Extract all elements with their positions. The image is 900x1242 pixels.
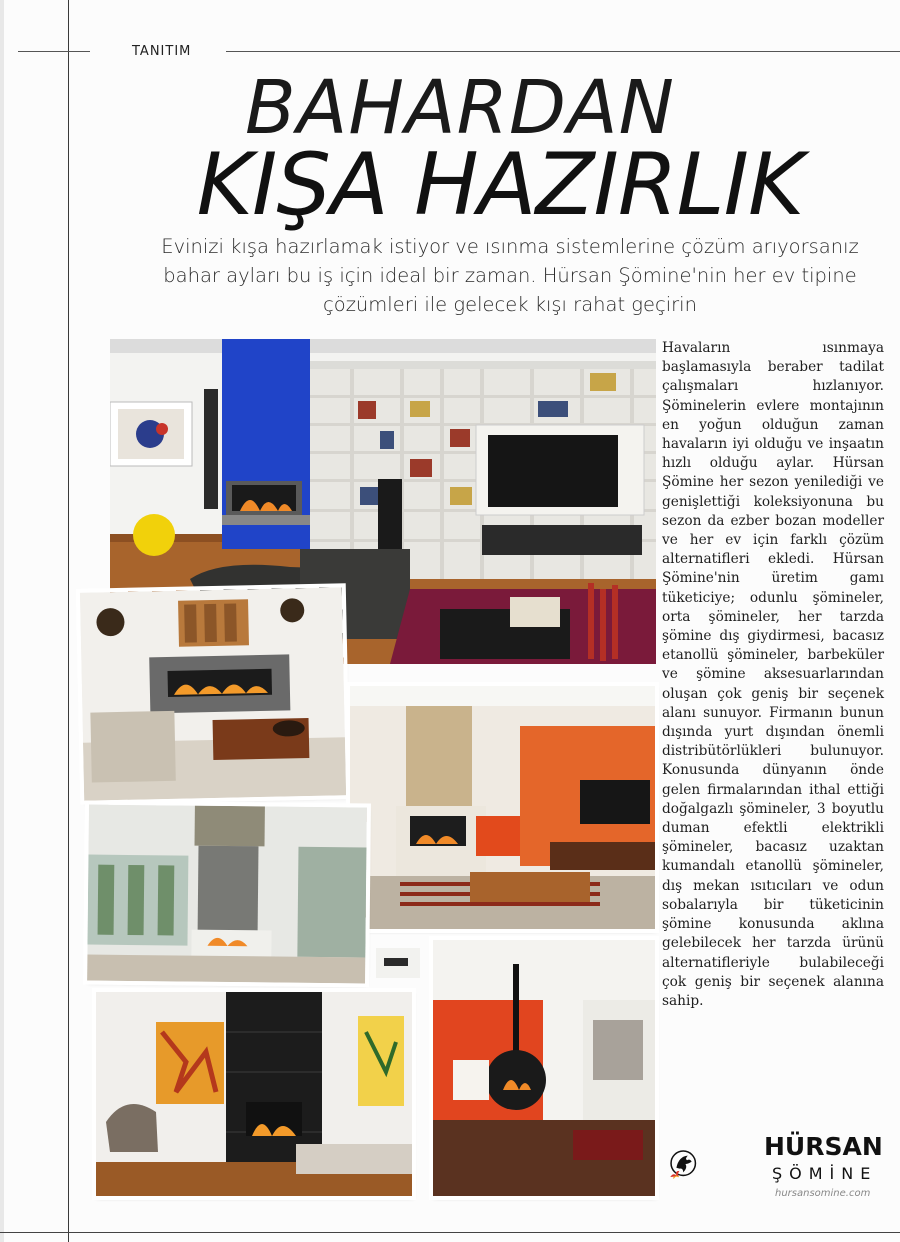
- intro-paragraph: Evinizi kışa hazırlamak istiyor ve ısınma sistemlerine çözüm arıyorsanız bahar ayları bu iş için ideal bir zaman. Hürsan Şömine'nin her ev tipine çözümleri ile gelecek kışı rahat geçirin: [161, 235, 859, 316]
- section-label: TANITIM: [132, 44, 192, 59]
- photo-corner-detail: [376, 948, 420, 978]
- brand-url: hursansomine.com: [775, 1188, 871, 1199]
- photo-glass-central-fireplace: [87, 805, 367, 984]
- headline-line-2: KIŞA HAZIRLIK: [196, 135, 804, 235]
- page-spine: [0, 0, 4, 1242]
- photo-linear-fireplace-room: [80, 587, 346, 800]
- photo-hanging-fireplace: [433, 940, 655, 1196]
- hursan-dragon-logo-icon: [668, 1124, 748, 1204]
- brand-name: HÜRSAN: [764, 1132, 883, 1161]
- headline-line-1: BAHARDAN: [244, 65, 676, 151]
- photo-black-panel-fireplace: [96, 992, 412, 1196]
- brand-subtitle: ŞÖMİNE: [772, 1164, 878, 1183]
- header-rule-right: [226, 51, 900, 52]
- margin-rule: [68, 0, 69, 1242]
- footer-rule: [0, 1232, 900, 1233]
- photo-orange-wall-room: [350, 686, 655, 929]
- header-rule-left: [18, 51, 90, 52]
- article-body: Havaların ısınmaya başlamasıyla beraber tadilat çalışmaları hızlanıyor. Şöminelerin evlere montajının en yoğun olduğun zaman havaların iyi olduğu ve inşaatın hızlı olduğu aylar. Hürsan Şömine her sezon yenilediği ve genişlettiği koleksiyonuna bu sezon da ezber bozan modeller ve her ev için farklı çözüm alternatifleri ekledi. Hürsan Şömine'nin üretim gamı tüketiciye; odunlu şömineler, orta şömineler, her tarzda şömine dış giydirmesi, bacasız etanollü şömineler, barbeküler ve şömine aksesuarlarından oluşan çok geniş bir seçenek alanı sunuyor. Firmanın bunun dışında yurt dışından önemli distribütörlükleri bulunuyor. Konusunda dünyanın önde gelen firmalarından ithal ettiği doğalgazlı şömineler, 3 boyutlu duman efektli elektrikli şömineler, bacasız uzaktan kumandalı etanollü şömineler, dış mekan ısıtıcıları ve odun sobalarıyla bir tüketicinin şömine konusunda aklına gelebilecek her tarzda ürünü alternatifleriyle bulabileceği çok geniş bir seçenek alanına sahip.: [662, 340, 884, 1009]
